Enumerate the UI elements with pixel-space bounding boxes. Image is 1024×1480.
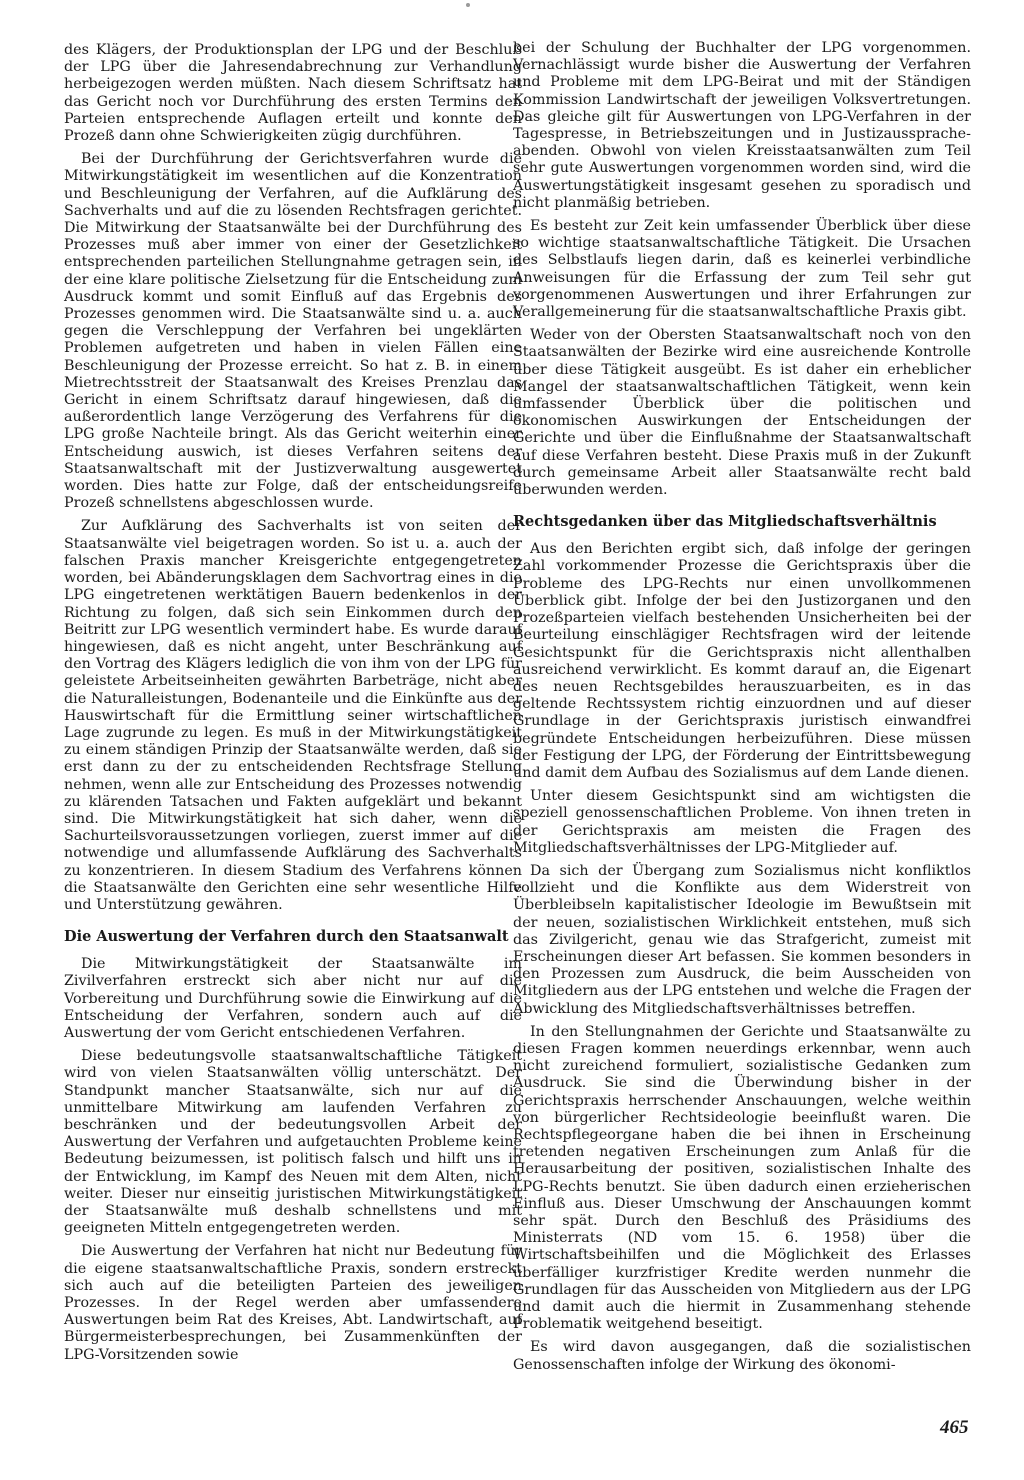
paragraph: Zur Aufklärung des Sachverhalts ist von seiten der Staatsanwälte viel beigetragen worden. So ist u. a. auch der falschen Praxis mancher Kreisgerichte entgegengetreten worden, bei Abänderungsklagen dem Sachvortrag eines in die LPG eingetretenen werktätigen Bauern bedenkenlos in der Richtung zu folgen, daß sich sein Einkommen durch den Beitritt zur LPG wesentlich vermindert habe. Es wurde darauf hingewiesen, daß es nicht angeht, unter Beschränkung auf den Vortrag des Klägers lediglich die von ihm von der LPG für geleistete Arbeitseinheiten gewährten Barbeträge, nicht aber die Naturalleistungen, Bodenanteile und die Einkünfte aus der Hauswirtschaft für die Ermittlung seiner wirtschaftlichen Lage zugrunde zu legen. Es muß in der Mitwirkungstätigkeit zu einem ständigen Prinzip der Staatsanwälte werden, daß sie erst dann zu der zu entscheidenden Rechtsfrage Stellung nehmen, wenn alle zur Entscheidung des Prozesses notwendig zu klärenden Tatsachen und Fakten aufgeklärt und bekannt sind. Die Mitwirkungstätigkeit hat sich daher, wenn die Sachurteilsvoraussetzungen vorliegen, zuerst immer auf die notwendige und allumfassende Aufklärung des Sachverhalts zu konzentrieren. In diesem Stadium des Verfahrens können die Staatsanwälte den Gerichten eine sehr wesentliche Hilfe und Unterstützung gewähren. (64, 518, 522, 913)
right-column (513, 40, 971, 1380)
paragraph: Diese bedeutungsvolle staatsanwaltschaftliche Tätigkeit wird von vielen Staatsanwälten völlig unterschätzt. Der Standpunkt mancher Staatsanwälte, sich nur auf die unmittelbare Mitwirkung am laufenden Verfahren zu beschränken und der bedeutungsvollen Arbeit der Auswertung der Verfahren und aufgetauchten Probleme keine Bedeutung beizumessen, ist politisch falsch und hilft uns in der Entwicklung, im Kampf des Neuen mit dem Alten, nicht weiter. Dieser nur einseitig juristischen Mitwirkungstätigkeit der Staatsanwälte muß deshalb schnellstens und mit geeigneten Mitteln entgegengetreten werden. (64, 1048, 522, 1237)
paragraph: Da sich der Übergang zum Sozialismus nicht konfliktlos vollzieht und die Konflikte aus dem Widerstreit von Überbleibseln kapitalistischer Ideologie im Bewußtsein mit der neuen, sozialistischen Wirklichkeit entstehen, muß sich das Zivilgericht, genau wie das Strafgericht, zumeist mit Erscheinungen dieser Art befassen. Sie kommen besonders in den Prozessen zum Ausdruck, die beim Ausscheiden von Mitgliedern aus der LPG entstehen und welche die Fragen der Abwicklung des Mitgliedschaftsverhältnisses betreffen. (513, 862, 971, 1017)
left-column (64, 42, 522, 1370)
paragraph: Unter diesem Gesichtspunkt sind am wichtigsten die speziell genossenschaftlichen Probleme. Von ihnen treten in der Gerichtspraxis am meisten die Fragen des Mitgliedschaftsverhältnisses der LPG-Mitglieder auf. (513, 788, 971, 856)
paragraph: Weder von der Obersten Staatsanwaltschaft noch von den Staatsanwälten der Bezirke wird eine ausreichende Kontrolle über diese Tätigkeit ausgeübt. Es ist daher ein erheblicher Mangel der staatsanwaltschaftlichen Tätigkeit, wenn kein umfassender Überblick über die politischen und ökonomischen Auswirkungen der Entscheidungen der Gerichte und über die Einflußnahme der Staatsanwaltschaft auf diese Verfahren besteht. Diese Praxis muß in der Zukunft durch gemeinsame Arbeit aller Staatsanwälte recht bald überwunden werden. (513, 327, 971, 499)
paragraph: Die Mitwirkungstätigkeit der Staatsanwälte im Zivilverfahren erstreckt sich aber nicht nur auf die Vorbereitung und Durchführung sowie die Einwirkung auf die Entscheidung der Verfahren, sondern auch auf die Auswertung der vom Gericht entschiedenen Verfahren. (64, 956, 522, 1041)
paragraph: Es besteht zur Zeit kein umfassender Überblick über diese so wichtige staatsanwaltschaftliche Tätigkeit. Die Ursachen des Selbstlaufs liegen darin, daß es keinerlei verbindliche Anweisungen für die Erfassung der zum Teil sehr gut vorgenommenen Auswertungen und ihrer Erfahrungen zur Verallgemeinerung für die staatsanwaltschaftliche Praxis gibt. (513, 218, 971, 321)
paragraph: Bei der Durchführung der Gerichtsverfahren wurde die Mitwirkungstätigkeit im wesentlichen auf die Konzentration und Beschleunigung der Verfahren, auf die Aufklärung des Sachverhalts und auf die zu lösenden Rechtsfragen gerichtet. Die Mitwirkung der Staatsanwälte bei der Durchführung des Prozesses muß aber immer von einer der Gesetzlichkeit entsprechenden parteilichen Stellungnahme getragen sein, in der eine klare politische Zielsetzung für die Entscheidung zum Ausdruck kommt und somit Einfluß auf das Ergebnis des Prozesses genommen wird. Die Staatsanwälte sind u. a. auch gegen die Verschleppung der Verfahren bei ungeklärten Problemen aufgetreten und haben in vielen Fällen eine Beschleunigung der Prozesse erreicht. So hat z. B. in einem Mietrechtsstreit der Staatsanwalt des Kreises Prenzlau das Gericht in einem Schriftsatz darauf hingewiesen, daß die außerordentlich lange Verzögerung des Verfahrens für die LPG große Nachteile bringt. Als das Gericht weiterhin einer Entscheidung auswich, ist dieses Verfahren seitens der Staatsanwaltschaft mit der Justizverwaltung ausgewertet worden. Dies hatte zur Folge, daß der entscheidungsreife Prozeß schnellstens abgeschlossen wurde. (64, 151, 522, 512)
page-number: 465 (940, 1417, 969, 1438)
paragraph: bei der Schulung der Buchhalter der LPG vorgenommen. Vernachlässigt wurde bisher die Auswertung der Verfahren und Probleme mit dem LPG-Beirat und mit der Ständigen Kommission Landwirtschaft der jeweiligen Volksvertretungen. Das gleiche gilt für Auswertungen von LPG-Verfahren in der Tagespresse, in Betriebszeitungen und in Justizausspracheabenden. Obwohl von vielen Kreisstaatsanwälten zum Teil sehr gute Auswertungen vorgenommen worden sind, wird die Auswertungstätigkeit insgesamt gesehen zu sporadisch und nicht planmäßig betrieben. (513, 40, 971, 211)
section-heading: Rechtsgedanken über das Mitgliedschaftsverhältnis (513, 513, 937, 531)
scan-speck (466, 3, 470, 7)
paragraph: Aus den Berichten ergibt sich, daß infolge der geringen Zahl vorkommender Prozesse die Gerichtspraxis über die Probleme des LPG-Rechts nur einen unvollkommenen Überblick gibt. Infolge der bei den Justizorganen und den Prozeßparteien vielfach bestehenden Unsicherheiten bei der Beurteilung einschlägiger Rechtsfragen wird der leitende Gesichtspunkt für die Gerichtspraxis nicht allenthalben ausreichend verwirklicht. Es kommt darauf an, die Eigenart des neuen Rechtsgebildes herauszuarbeiten, es in das geltende Rechtssystem richtig einzuordnen und auf dieser Grundlage in der Gerichtspraxis juristisch einwandfrei begründete Entscheidungen herbeizuführen. Diese müssen der Festigung der LPG, der Förderung der Eintrittsbewegung und damit dem Aufbau des Sozialismus auf dem Lande dienen. (513, 541, 971, 781)
paragraph: In den Stellungnahmen der Gerichte und Staatsanwälte zu diesen Fragen kommen neuerdings erkennbar, wenn auch nicht zureichend formuliert, sozialistische Gedanken zum Ausdruck. Sie sind die Überwindung bisher in der Gerichtspraxis herrschender Anschauungen, welche weithin von bürgerlicher Rechtsideologie beeinflußt waren. Die Rechtspflegeorgane haben die bei ihnen in Erscheinung tretenden negativen Erscheinungen zum Anlaß für die Herausarbeitung der positiven, sozialistischen Inhalte des LPG-Rechts benutzt. Sie üben dadurch einen erzieherischen Einfluß aus. Dieser Umschwung der Anschauungen kommt sehr spät. Durch den Beschluß des Präsidiums des Ministerrats (ND vom 15. 6. 1958) über die Wirtschaftsbeihilfen und die Möglichkeit des Erlasses überfälliger kurzfristiger Kredite werden nunmehr die Grundlagen für das Ausscheiden von Mitgliedern aus der LPG und damit auch die hiermit in Zusammenhang stehende Problematik weitgehend beseitigt. (513, 1023, 971, 1333)
paragraph: des Klägers, der Produktionsplan der LPG und der Beschluß der LPG über die Jahresendabrechnung zur Verhandlung herbeigezogen werden müßten. Nach diesem Schriftsatz hat das Gericht noch vor Durchführung des ersten Termins den Parteien entsprechende Auflagen erteilt und konnte den Prozeß dann ohne Schwierigkeiten zügig durchführen. (64, 42, 522, 145)
section-heading: Die Auswertung der Verfahren durch den Staatsanwalt (64, 928, 509, 946)
paragraph: Die Auswertung der Verfahren hat nicht nur Bedeutung für die eigene staatsanwaltschaftliche Praxis, sondern erstreckt sich auch auf die beteiligten Parteien des jeweiligen Prozesses. In der Regel werden aber umfassendere Auswertungen beim Rat des Kreises, Abt. Landwirtschaft, auf Bürgermeisterbesprechungen, bei Zusammenkünften der LPG-Vorsitzenden sowie (64, 1243, 522, 1363)
paragraph: Es wird davon ausgegangen, daß die sozialistischen Genossenschaften infolge der Wirkung des ökonomi- (513, 1339, 971, 1373)
